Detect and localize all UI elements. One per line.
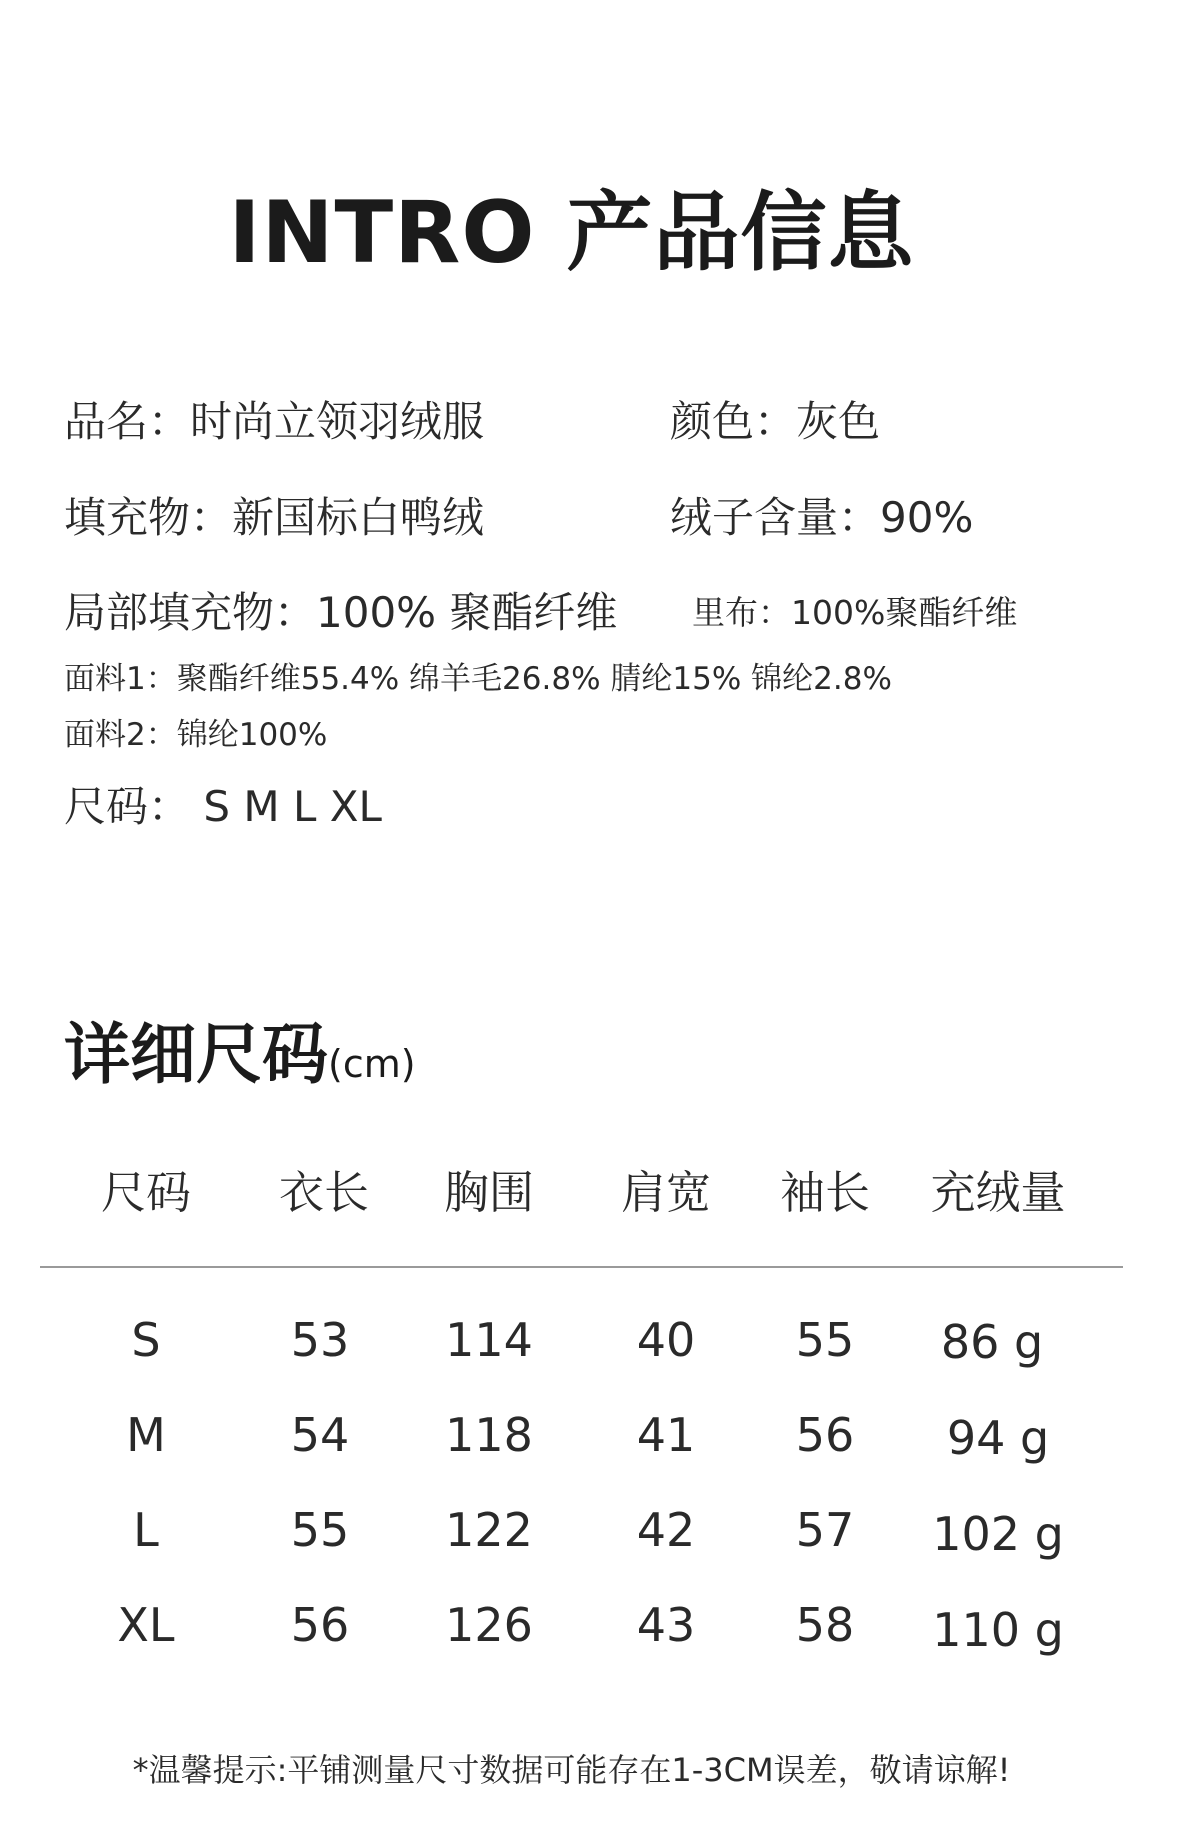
cell-down-weight: 94 g	[946, 1411, 1050, 1465]
cell-shoulder: 40	[636, 1313, 696, 1367]
product-sizes: 尺码： S M L XL	[64, 782, 382, 831]
cell-down-weight: 110 g	[932, 1603, 1064, 1657]
header-down-weight: 充绒量	[930, 1166, 1066, 1219]
header-sleeve: 袖长	[779, 1166, 870, 1219]
cell-shoulder: 41	[636, 1408, 696, 1462]
measurement-tip: *温馨提示:平铺测量尺寸数据可能存在1-3CM误差，敬请谅解!	[132, 1751, 1011, 1789]
cell-size: XL	[117, 1598, 175, 1652]
size-chart-title-text: 详细尺码	[64, 1016, 328, 1093]
product-name: 品名：时尚立领羽绒服	[64, 397, 485, 446]
cell-length: 56	[290, 1598, 350, 1652]
product-partial-filling: 局部填充物：100% 聚酯纤维	[64, 588, 618, 637]
cell-down-weight: 102 g	[932, 1507, 1064, 1561]
size-chart-title	[64, 1010, 416, 1109]
product-filling: 填充物：新国标白鸭绒	[64, 493, 485, 542]
product-lining: 里布：100%聚酯纤维	[692, 593, 1018, 632]
product-color: 颜色：灰色	[670, 397, 881, 446]
cell-chest: 114	[445, 1313, 533, 1367]
size-chart-unit: (cm)	[328, 1042, 416, 1086]
cell-sleeve: 56	[795, 1408, 855, 1462]
cell-chest: 126	[445, 1598, 533, 1652]
table-divider	[40, 1266, 1123, 1268]
product-fabric-1: 面料1：聚酯纤维55.4% 绵羊毛26.8% 腈纶15% 锦纶2.8%	[64, 661, 892, 697]
cell-length: 54	[290, 1408, 350, 1462]
cell-shoulder: 42	[636, 1503, 696, 1557]
cell-chest: 122	[445, 1503, 533, 1557]
header-shoulder: 肩宽	[620, 1166, 711, 1219]
cell-sleeve: 58	[795, 1598, 855, 1652]
cell-down-weight: 86 g	[940, 1315, 1044, 1369]
header-size: 尺码	[100, 1166, 191, 1219]
cell-sleeve: 55	[795, 1313, 855, 1367]
cell-chest: 118	[445, 1408, 533, 1462]
cell-sleeve: 57	[795, 1503, 855, 1557]
page-title: INTRO 产品信息	[228, 183, 915, 283]
cell-length: 55	[290, 1503, 350, 1557]
product-fabric-2: 面料2：锦纶100%	[64, 717, 328, 753]
header-length: 衣长	[278, 1166, 369, 1219]
cell-size: L	[133, 1503, 159, 1557]
cell-length: 53	[290, 1313, 350, 1367]
product-down-content: 绒子含量：90%	[670, 493, 974, 542]
cell-size: M	[126, 1408, 166, 1462]
cell-shoulder: 43	[636, 1598, 696, 1652]
cell-size: S	[131, 1313, 161, 1367]
header-chest: 胸围	[443, 1166, 534, 1219]
